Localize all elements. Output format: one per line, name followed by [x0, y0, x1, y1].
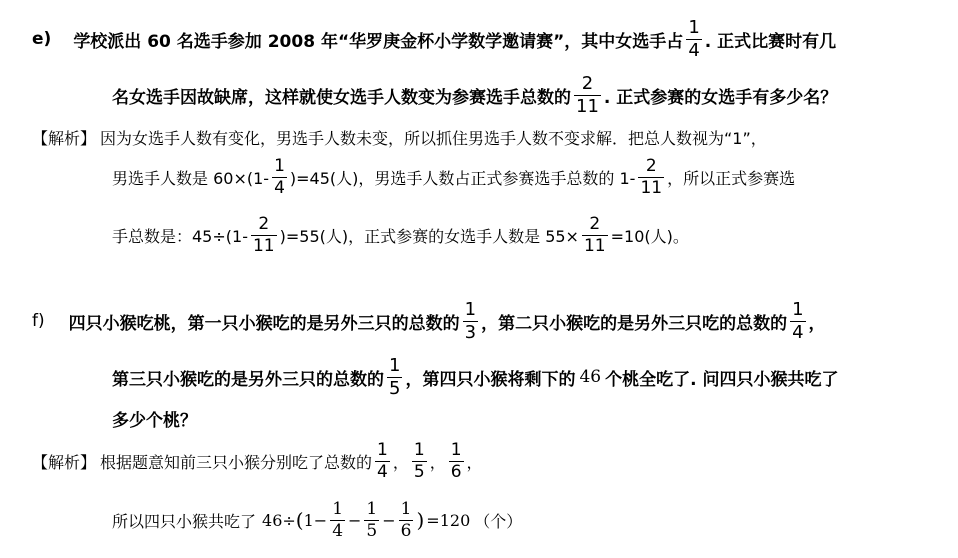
solution-e-text-2c: ，所以正式参赛选 [667, 168, 796, 188]
solution-e-label: 【解析】 [32, 128, 97, 148]
problem-f-text-2: 第三只小猴吃的是另外三只的总数的 [112, 369, 384, 390]
paren-open: ( [295, 508, 304, 532]
problem-e-label: e) [32, 29, 52, 49]
problem-e-line-2 [112, 70, 837, 120]
fraction: $\frac{1}{5}$ [389, 354, 401, 399]
problem-f-number: 46 [579, 367, 602, 387]
problem-f-line-1 [32, 296, 826, 346]
solution-e-text-2a: 男选手人数是 60×(1- [112, 168, 270, 188]
fraction: $\frac{2}{11}$ [252, 213, 275, 256]
problem-f-text-2-tail: 个桃全吃了. 问四只小猴共吃了 [605, 369, 839, 390]
equation-dividend: 46÷ [262, 510, 296, 530]
problem-e-text-2: 名女选手因故缺席，这样就使女选手人数变为参赛选手总数的 [112, 87, 571, 108]
fraction: $\frac{1}{4}$ [377, 439, 388, 482]
solution-e-line-1 [32, 122, 767, 152]
fraction: $\frac{1}{6}$ [400, 498, 412, 541]
separator: ， [466, 452, 483, 472]
solution-f-text-1: 根据题意知前三只小猴分别吃了总数的 [100, 452, 373, 472]
problem-f-label: f) [32, 311, 45, 331]
fraction: $\frac{1}{5}$ [413, 439, 425, 482]
problem-f-text-3: 多少个桃？ [112, 410, 197, 431]
separator: ， [392, 452, 409, 472]
fraction: $\frac{2}{11}$ [576, 72, 599, 117]
separator: ， [429, 452, 446, 472]
minus-sign: − [348, 510, 362, 530]
solution-e-line-2 [112, 152, 795, 202]
solution-e-text-3a: 手总数是：45÷(1- [112, 226, 248, 246]
solution-e-line-3 [112, 210, 689, 260]
equation-result: =120 [426, 510, 471, 530]
solution-e-text-2b: )=45(人)，男选手人数占正式参赛选手总数的 1- [289, 168, 636, 188]
problem-f-text-2-mid: ，第四只小猴将剩下的 [405, 369, 576, 390]
problem-e-text-2-tail: . 正式参赛的女选手有多少名？ [603, 87, 838, 108]
problem-f-line-3 [112, 402, 197, 434]
unit-label: （个） [474, 511, 523, 531]
minus-sign: − [382, 510, 396, 530]
fraction: $\frac{1}{4}$ [274, 155, 285, 198]
problem-e-line-1 [32, 14, 836, 64]
solution-f-label: 【解析】 [32, 452, 97, 472]
solution-f-line-2 [112, 494, 522, 546]
paren-close: ) [416, 508, 425, 532]
problem-f-text-1-tail: ， [808, 313, 826, 334]
problem-e-text-1: 学校派出 60 名选手参加 2008 年“华罗庚金杯小学数学邀请赛”，其中女选手占 [73, 31, 684, 52]
fraction: $\frac{1}{4}$ [792, 298, 804, 343]
problem-e-text-1-tail: . 正式比赛时有几 [704, 31, 837, 52]
fraction: $\frac{1}{4}$ [332, 498, 344, 541]
equation-one: 1− [303, 510, 328, 530]
fraction: $\frac{1}{6}$ [450, 439, 462, 482]
problem-f-text-1: 四只小猴吃桃，第一只小猴吃的是另外三只的总数的 [68, 313, 460, 334]
problem-f-line-2 [112, 352, 838, 402]
solution-e-text-1: 因为女选手人数有变化，男选手人数未变，所以抓住男选手人数不变求解．把总人数视为“1”， [100, 128, 767, 148]
solution-f-line-1 [32, 436, 483, 486]
solution-e-text-3c: =10(人)。 [610, 226, 689, 246]
fraction: $\frac{1}{4}$ [688, 16, 700, 61]
fraction: $\frac{1}{5}$ [366, 498, 378, 541]
solution-f-text-2: 所以四只小猴共吃了 [112, 511, 257, 531]
fraction: $\frac{1}{3}$ [464, 298, 477, 343]
fraction: $\frac{2}{11}$ [640, 155, 663, 198]
fraction: $\frac{2}{11}$ [583, 213, 606, 256]
problem-f-text-1-mid: ，第二只小猴吃的是另外三只吃的总数的 [481, 313, 788, 334]
solution-e-text-3b: )=55(人)，正式参赛的女选手人数是 55× [279, 226, 579, 246]
